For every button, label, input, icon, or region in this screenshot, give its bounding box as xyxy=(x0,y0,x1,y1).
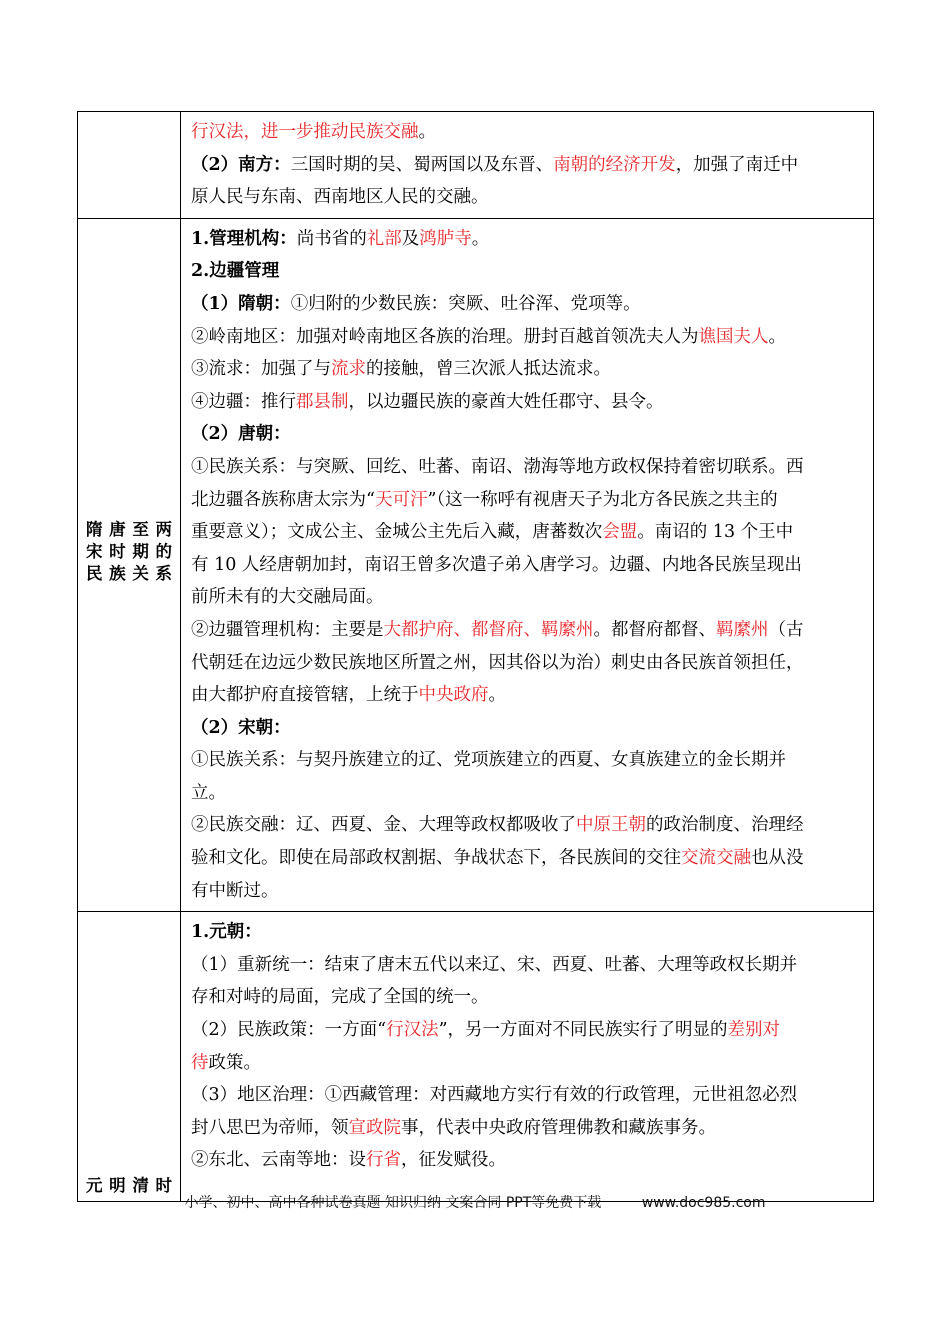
body-text: ”，另一方面对不同民族实行了明显的 xyxy=(438,1020,728,1041)
text-line xyxy=(191,744,865,777)
body-text: ②民族交融：辽、西夏、金、大理等政权都吸收了 xyxy=(191,815,576,836)
text-line xyxy=(191,842,865,875)
body-text: （古 xyxy=(768,619,804,640)
body-text: 立。 xyxy=(191,782,226,803)
body-text: （1）重新统一：结束了唐末五代以来辽、宋、西夏、吐蕃、大理等政权长期并 xyxy=(191,954,798,975)
highlighted-text: 待 xyxy=(191,1052,209,1073)
table-row xyxy=(78,912,874,1202)
text-line xyxy=(191,321,865,354)
text-line xyxy=(191,1144,865,1177)
body-text: 事，代表中央政府管理佛教和藏族事务。 xyxy=(401,1117,716,1138)
text-line xyxy=(191,353,865,386)
highlighted-text: 羁縻州 xyxy=(716,619,769,640)
content-table xyxy=(77,111,874,1202)
page-footer xyxy=(0,1192,950,1212)
body-text: 政策。 xyxy=(208,1052,261,1073)
highlighted-text: 郡县制 xyxy=(296,391,349,412)
text-line xyxy=(191,712,865,745)
highlighted-text: 行省 xyxy=(366,1150,401,1171)
category-cell xyxy=(78,112,181,219)
highlighted-text: 谯国夫人 xyxy=(698,326,769,347)
category-cell xyxy=(78,218,181,911)
highlighted-text: 行汉法，进一步推动民族交融 xyxy=(191,122,419,142)
text-line xyxy=(191,777,865,810)
text-line xyxy=(191,516,865,549)
body-text: ，以边疆民族的豪酋大姓任郡守、县令。 xyxy=(348,391,664,412)
body-text: ③流求：加强了与 xyxy=(191,359,331,380)
body-text: 三国时期的吴、蜀两国以及东晋、 xyxy=(290,154,554,175)
text-line xyxy=(191,581,865,614)
text-line xyxy=(191,549,865,582)
highlighted-text: 会盟 xyxy=(602,522,638,543)
highlighted-text: 交流交融 xyxy=(681,848,751,869)
category-label-line: 隋唐至两 xyxy=(86,519,172,539)
highlighted-text: 差别对 xyxy=(727,1020,781,1041)
body-text: 代朝廷在边远少数民族地区所置之州，因其俗以为治）刺史由各民族首领担任， xyxy=(191,652,804,673)
bold-heading-text: 1.元朝： xyxy=(191,922,262,943)
body-text: ②边疆管理机构：主要是 xyxy=(191,619,384,640)
text-line xyxy=(191,1112,865,1145)
body-text: ①民族关系：与契丹族建立的辽、党项族建立的西夏、女真族建立的金长期并 xyxy=(191,750,786,771)
content-cell xyxy=(181,112,874,219)
highlighted-text: 南朝的经济开发 xyxy=(553,154,676,175)
text-line xyxy=(191,1047,865,1080)
body-text: ，加强了南迁中 xyxy=(675,154,799,175)
text-line xyxy=(191,181,865,214)
text-line xyxy=(191,223,865,256)
highlighted-text: 鸿胪寺 xyxy=(419,228,472,249)
body-text: ，征发赋役。 xyxy=(401,1150,506,1171)
highlighted-text: 中央政府 xyxy=(418,685,489,706)
body-text: 有 10 人经唐朝加封，南诏王曾多次遣子弟入唐学习。边疆、内地各民族呈现出 xyxy=(191,554,802,575)
table-row xyxy=(78,112,874,219)
body-text: 也从没 xyxy=(751,848,804,869)
text-line xyxy=(191,418,865,451)
bold-heading-text: （2）宋朝： xyxy=(191,717,291,738)
body-text: 。 xyxy=(488,685,506,706)
text-line xyxy=(191,288,865,321)
body-text: ②岭南地区：加强对岭南地区各族的治理。册封百越首领冼夫人为 xyxy=(191,326,699,347)
highlighted-text: 行汉法 xyxy=(386,1020,439,1041)
body-text: 的接触，曾三次派人抵达流求。 xyxy=(366,359,611,380)
text-line xyxy=(191,916,865,949)
highlighted-text: 宣政院 xyxy=(348,1117,401,1138)
body-text: ②东北、云南等地：设 xyxy=(191,1150,366,1171)
table-row xyxy=(78,218,874,911)
footer-text: 小学、初中、高中各种试卷真题 知识归纳 文案合同 PPT等免费下载 xyxy=(184,1195,602,1211)
highlighted-text: 大都护府、都督府、羁縻州 xyxy=(383,619,594,640)
body-text: （2）民族政策：一方面“ xyxy=(191,1020,387,1041)
text-line xyxy=(191,255,865,288)
body-text: ①归附的少数民族：突厥、吐谷浑、党项等。 xyxy=(290,293,641,314)
highlighted-text: 流求 xyxy=(331,359,366,380)
body-text: 。 xyxy=(768,326,786,347)
body-text: 封八思巴为帝师，领 xyxy=(191,1117,349,1138)
text-line xyxy=(191,647,865,680)
body-text: 前所未有的大交融局面。 xyxy=(191,587,384,608)
text-line xyxy=(191,116,865,149)
category-label-line: 宋时期的 xyxy=(86,541,172,561)
highlighted-text: 天可汗 xyxy=(374,489,428,510)
text-line xyxy=(191,981,865,1014)
text-line xyxy=(191,451,865,484)
body-text: 验和文化。即使在局部政权割据、争战状态下，各民族间的交往 xyxy=(191,848,681,869)
body-text: 北边疆各族称唐太宗为“ xyxy=(191,489,375,510)
body-text: ④边疆：推行 xyxy=(191,391,296,412)
body-text: 重要意义）；文成公主、金城公主先后入藏，唐蕃数次 xyxy=(191,522,603,543)
bold-heading-text: 1.管理机构： xyxy=(191,228,297,249)
body-text: 由大都护府直接管辖，上统于 xyxy=(191,685,419,706)
content-cell xyxy=(181,912,874,1202)
text-line xyxy=(191,949,865,982)
text-line xyxy=(191,484,865,517)
body-text: 及 xyxy=(401,228,420,249)
text-line xyxy=(191,875,865,908)
bold-heading-text: 2.边疆管理 xyxy=(191,261,280,282)
text-line xyxy=(191,614,865,647)
text-line xyxy=(191,809,865,842)
text-line xyxy=(191,1014,865,1047)
text-line xyxy=(191,679,865,712)
body-text: 。 xyxy=(471,228,490,249)
category-label-sui-tang-song xyxy=(86,519,172,585)
body-text: 有中断过。 xyxy=(191,880,279,901)
body-text: ”（这一称呼有视唐天子为北方各民族之共主的 xyxy=(427,489,778,510)
text-line xyxy=(191,386,865,419)
bold-heading-text: （2）唐朝： xyxy=(191,424,291,445)
body-text: 。都督府都督、 xyxy=(593,619,716,640)
text-line xyxy=(191,149,865,182)
highlighted-text: 礼部 xyxy=(366,228,402,249)
body-text: 存和对峙的局面，完成了全国的统一。 xyxy=(191,987,489,1008)
category-cell xyxy=(78,912,181,1202)
body-text: ①民族关系：与突厥、回纥、吐蕃、南诏、渤海等地方政权保持着密切联系。西 xyxy=(191,456,804,477)
bold-heading-text: （2）南方： xyxy=(191,154,291,175)
highlighted-text: 中原王朝 xyxy=(576,815,646,836)
content-cell xyxy=(181,218,874,911)
category-label-line: 民族关系 xyxy=(86,563,172,583)
text-line xyxy=(191,1079,865,1112)
body-text: 的政治制度、治理经 xyxy=(646,815,804,836)
body-text: 尚书省的 xyxy=(296,228,367,249)
body-text: 。 xyxy=(418,122,436,142)
body-text: 原人民与东南、西南地区人民的交融。 xyxy=(191,187,489,208)
bold-heading-text: （1）隋朝： xyxy=(191,293,291,314)
body-text: （3）地区治理：①西藏管理：对西藏地方实行有效的行政管理，元世祖忽必烈 xyxy=(191,1085,798,1106)
body-text: 。南诏的 13 个王中 xyxy=(637,522,794,543)
category-label-line: 元明清时 xyxy=(86,1176,172,1196)
footer-site-link[interactable]: www.doc985.com xyxy=(641,1195,766,1211)
